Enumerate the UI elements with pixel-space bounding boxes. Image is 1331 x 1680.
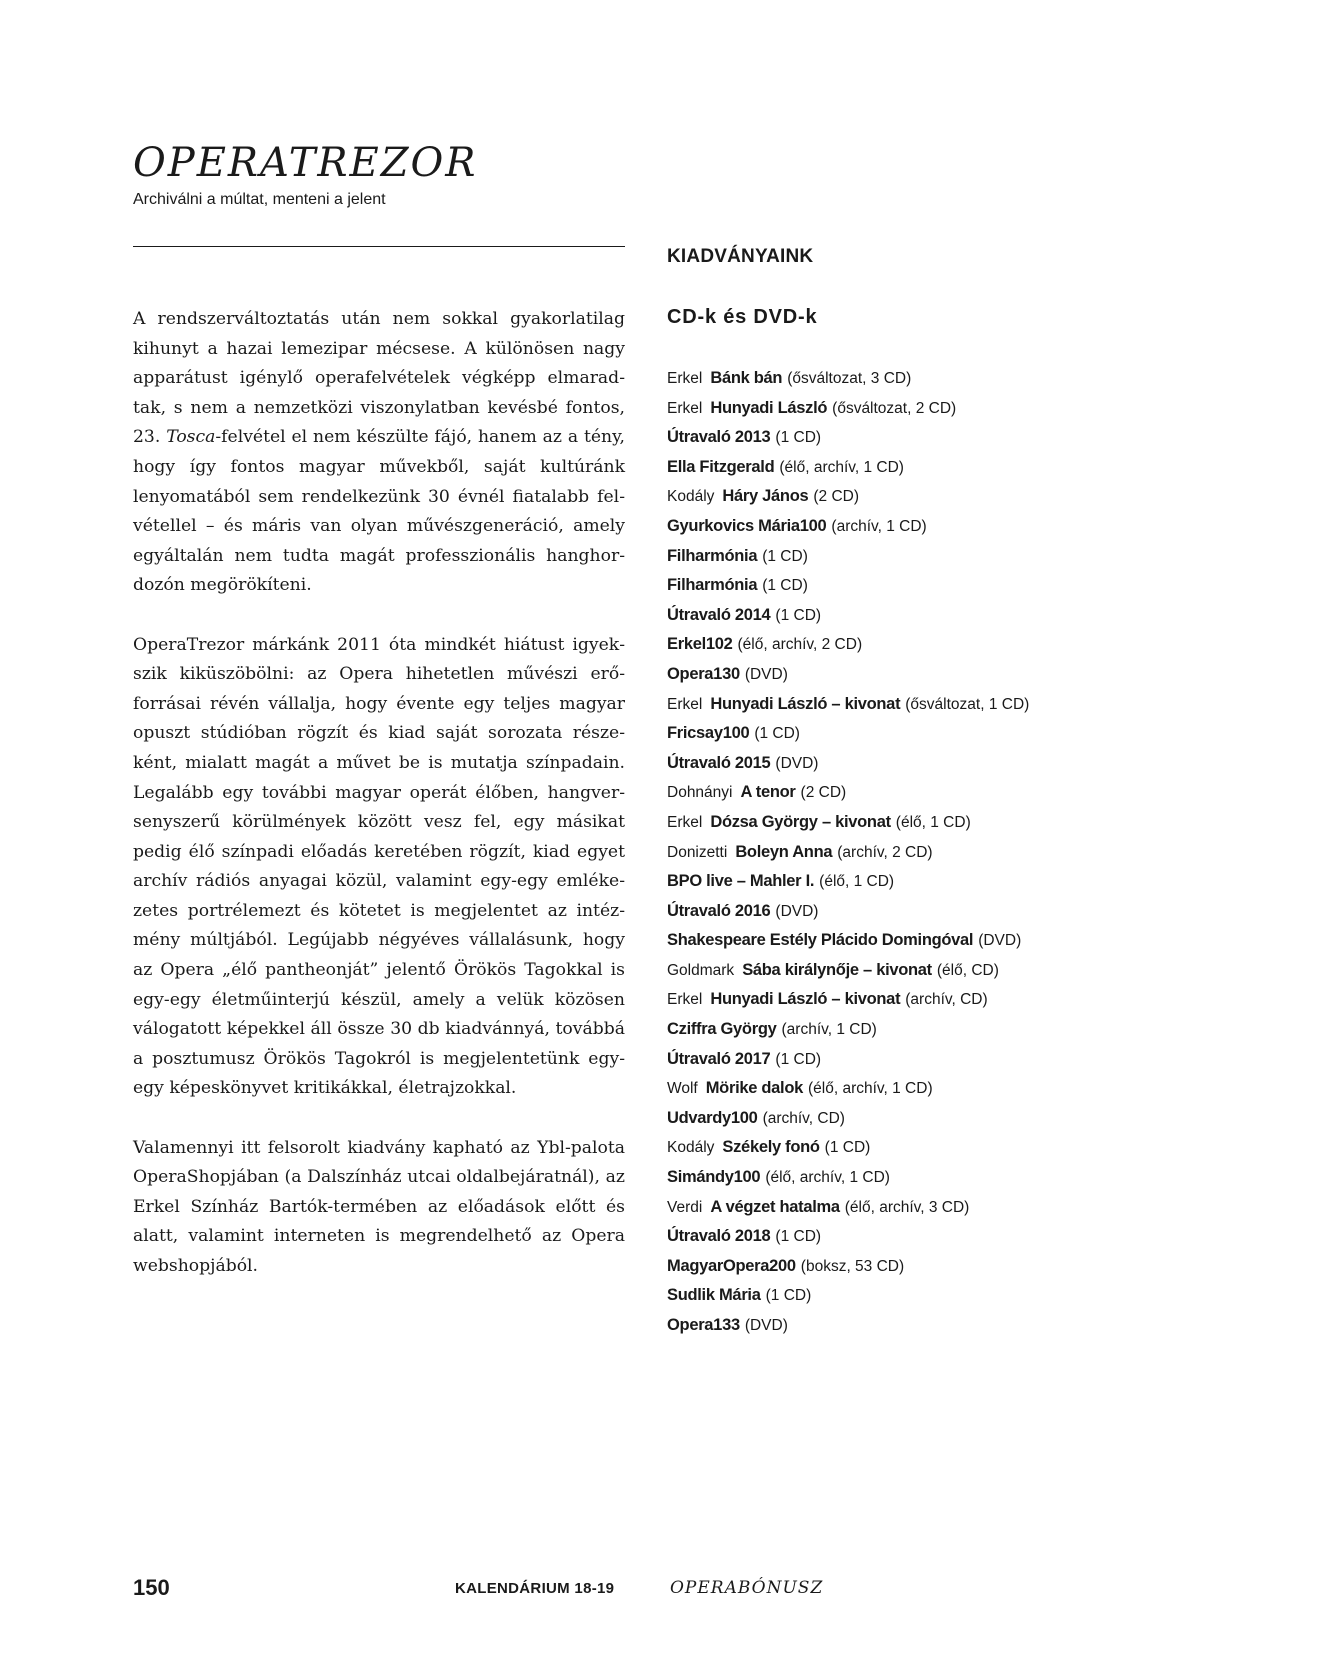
page-number: 150	[133, 1575, 170, 1600]
item-detail: (élő, 1 CD)	[819, 873, 895, 891]
item-detail: (2 CD)	[800, 784, 847, 802]
list-item	[667, 1015, 1287, 1045]
item-title: Sába királynője – kivonat	[742, 960, 932, 979]
item-composer: Kodály	[667, 1139, 715, 1157]
body-paragraph-1-end: -felvétel el nem készülte fájó, hanem az a tény, hogy így fontos magyar művekből, saját kultúránk lenyomatából sem rendelkezünk 30 évnél fiatalabb felvétellel – és máris van olyan művészgeneráció, amely egyáltalán nem tudta magát professzionális hanghordozón megörökíteni.	[133, 427, 625, 596]
list-item	[667, 542, 1287, 572]
list-item	[667, 926, 1287, 956]
item-detail: (ősváltozat, 3 CD)	[787, 370, 912, 387]
item-title: Útravaló 2014	[667, 605, 771, 624]
item-title: Boleyn Anna	[735, 842, 833, 861]
item-title: Opera133	[667, 1316, 740, 1334]
item-title: Opera130	[667, 664, 740, 683]
item-composer: Donizetti	[667, 843, 728, 861]
list-item	[667, 1252, 1287, 1282]
list-item	[667, 719, 1287, 749]
item-composer: Goldmark	[667, 961, 735, 979]
list-item	[667, 364, 1287, 394]
item-detail: (élő, archív, 1 CD)	[808, 1080, 933, 1098]
item-title: Sudlik Mária	[667, 1286, 761, 1305]
item-title: MagyarOpera200	[667, 1256, 796, 1275]
item-composer: Erkel	[667, 399, 703, 417]
body-text-column	[133, 305, 625, 1282]
item-detail: (1 CD)	[762, 577, 808, 595]
item-detail: (DVD)	[744, 665, 788, 683]
item-detail: (élő, archív, 2 CD)	[737, 636, 863, 654]
item-title: Dózsa György – kivonat	[710, 812, 891, 831]
page-title: OPERATREZOR	[133, 140, 478, 186]
body-paragraph-1	[133, 305, 625, 601]
item-title: A tenor	[740, 783, 796, 802]
item-detail: (archív, 1 CD)	[781, 1021, 877, 1039]
item-title: Shakespeare Estély Plácido Domingóval	[667, 931, 974, 950]
item-title: Simándy100	[667, 1168, 761, 1187]
list-item	[667, 482, 1287, 512]
item-title: Filharmónia	[667, 546, 758, 565]
item-title: Bánk bán	[710, 369, 783, 387]
item-title: A végzet hatalma	[710, 1197, 840, 1216]
item-detail: (archív, CD)	[762, 1109, 845, 1127]
item-title: Hunyadi László	[710, 398, 828, 417]
list-item	[667, 1163, 1287, 1193]
item-title: Útravaló 2018	[667, 1227, 771, 1246]
item-title: Udvardy100	[667, 1108, 758, 1127]
item-detail: (ősváltozat, 1 CD)	[905, 695, 1030, 713]
list-item	[667, 956, 1287, 986]
item-composer: Dohnányi	[667, 784, 733, 802]
list-item	[667, 867, 1287, 897]
item-composer: Erkel	[667, 991, 703, 1009]
item-detail: (1 CD)	[762, 547, 808, 565]
list-item	[667, 453, 1287, 483]
item-detail: (1 CD)	[824, 1139, 871, 1157]
item-detail: (élő, archív, 1 CD)	[779, 458, 904, 476]
list-item	[667, 808, 1287, 838]
list-item	[667, 778, 1287, 808]
list-item	[667, 571, 1287, 601]
header-divider	[133, 246, 625, 247]
list-item	[667, 512, 1287, 542]
item-composer: Erkel	[667, 813, 703, 831]
body-paragraph-3: Valamennyi itt felsorolt kiadvány kapható az Ybl-palota OperaShopjában (a Dalszínház utcai oldalbejáratnál), az Erkel Színház Bartók-termében az előadások előtt és alatt, valamint interneten is megrendelhető az Opera webshopjából.	[133, 1137, 625, 1276]
item-detail: (élő, 1 CD)	[895, 813, 971, 831]
cd-dvd-subheading: CD-k és DVD-k	[667, 306, 818, 328]
body-paragraph-1-start: A rendszerváltoztatás után nem sokkal gyakorlatilag kihunyt a hazai lemezipar mécsese. A különösen nagy apparátust igénylő operafelvételek végképp elmaradtak, s nem a nemzetközi viszonylatban kevésbé fontos, 23.	[133, 309, 625, 448]
item-detail: (DVD)	[744, 1317, 788, 1334]
item-title: Ella Fitzgerald	[667, 457, 775, 476]
item-title: Hunyadi László – kivonat	[710, 990, 901, 1009]
list-item	[667, 1045, 1287, 1075]
list-item	[667, 630, 1287, 660]
item-title: Útravaló 2017	[667, 1049, 771, 1068]
item-detail: (2 CD)	[813, 488, 860, 506]
item-title: Útravaló 2015	[667, 753, 771, 772]
item-detail: (1 CD)	[754, 725, 800, 743]
item-detail: (archív, 2 CD)	[837, 843, 933, 861]
item-detail: (élő, archív, 3 CD)	[844, 1198, 970, 1216]
item-detail: (1 CD)	[775, 606, 822, 624]
item-detail: (DVD)	[775, 754, 819, 772]
item-detail: (DVD)	[775, 902, 819, 920]
item-title: Mörike dalok	[705, 1079, 803, 1098]
list-item	[667, 394, 1287, 424]
item-detail: (1 CD)	[775, 1050, 822, 1068]
item-detail: (archív, CD)	[905, 991, 988, 1009]
list-item	[667, 660, 1287, 690]
item-detail: (1 CD)	[775, 429, 822, 447]
list-item	[667, 985, 1287, 1015]
item-title: Útravaló 2016	[667, 901, 771, 920]
list-item	[667, 1222, 1287, 1252]
item-detail: (DVD)	[978, 932, 1022, 950]
item-title: Erkel102	[667, 635, 733, 654]
item-title: Fricsay100	[667, 724, 750, 743]
list-item	[667, 690, 1287, 720]
list-item	[667, 1281, 1287, 1311]
item-title: BPO live – Mahler I.	[667, 872, 815, 891]
item-detail: (1 CD)	[765, 1287, 812, 1305]
list-item	[667, 1133, 1287, 1163]
item-title: Cziffra György	[667, 1020, 777, 1039]
item-composer: Erkel	[667, 370, 703, 387]
page-subtitle: Archiválni a múltat, menteni a jelent	[133, 191, 386, 208]
item-title: Filharmónia	[667, 576, 758, 595]
item-title: Gyurkovics Mária100	[667, 516, 827, 535]
item-detail: (élő, CD)	[936, 961, 999, 979]
footer-publication: KALENDÁRIUM 18-19	[455, 1580, 615, 1597]
footer-section: OPERABÓNUSZ	[670, 1578, 824, 1598]
body-paragraph-2: OperaTrezor márkánk 2011 óta mindkét hiátust igyekszik kiküszöbölni: az Opera hihetetlen művészi erőforrásai révén vállalja, hogy évente egy teljes magyar opuszt stúdióban rögzít és kiad saját sorozata részeként, mialatt magát a művet be is mutatja színpadain. Legalább egy további magyar operát élőben, hangversenyszerű körülmények között vesz fel, egy másikat pedig élő színpadi előadás keretében rögzít, kiad egyet archív rádiós anyagai közül, valamint egy-egy emlékezetes portrélemezt és kötetet is megjelentet az intézmény múltjából. Legújabb négyéves vállalásunk, hogy az Opera „élő pantheonját” jelentő Örökös Tagokkal is egy-egy életműinterjú készül, amely a velük közösen válogatott képekkel áll össze 30 db kiadvánnyá, továbbá a posztumusz Örökös Tagokról is megjelentetünk egyegy képeskönyvet kritikákkal, életrajzokkal.	[133, 634, 625, 1099]
item-detail: (archív, 1 CD)	[831, 517, 927, 535]
item-detail: (1 CD)	[775, 1228, 822, 1246]
tosca-title: Tosca	[166, 427, 216, 448]
item-detail: (boksz, 53 CD)	[800, 1257, 905, 1275]
item-composer: Wolf	[667, 1080, 698, 1098]
publications-heading: KIADVÁNYAINK	[667, 246, 814, 267]
list-item	[667, 1311, 1287, 1341]
item-title: Háry János	[722, 487, 809, 506]
list-item	[667, 897, 1287, 927]
list-item	[667, 601, 1287, 631]
item-composer: Verdi	[667, 1198, 703, 1216]
item-composer: Kodály	[667, 488, 715, 506]
list-item	[667, 1074, 1287, 1104]
list-item	[667, 749, 1287, 779]
item-composer: Erkel	[667, 695, 703, 713]
item-detail: (élő, archív, 1 CD)	[765, 1169, 890, 1187]
item-title: Útravaló 2013	[667, 428, 771, 447]
item-title: Székely fonó	[722, 1138, 820, 1157]
list-item	[667, 423, 1287, 453]
list-item	[667, 1104, 1287, 1134]
cd-dvd-list	[667, 364, 1287, 1341]
list-item	[667, 1193, 1287, 1223]
list-item	[667, 838, 1287, 868]
item-title: Hunyadi László – kivonat	[710, 694, 901, 713]
item-detail: (ősváltozat, 2 CD)	[832, 399, 957, 417]
